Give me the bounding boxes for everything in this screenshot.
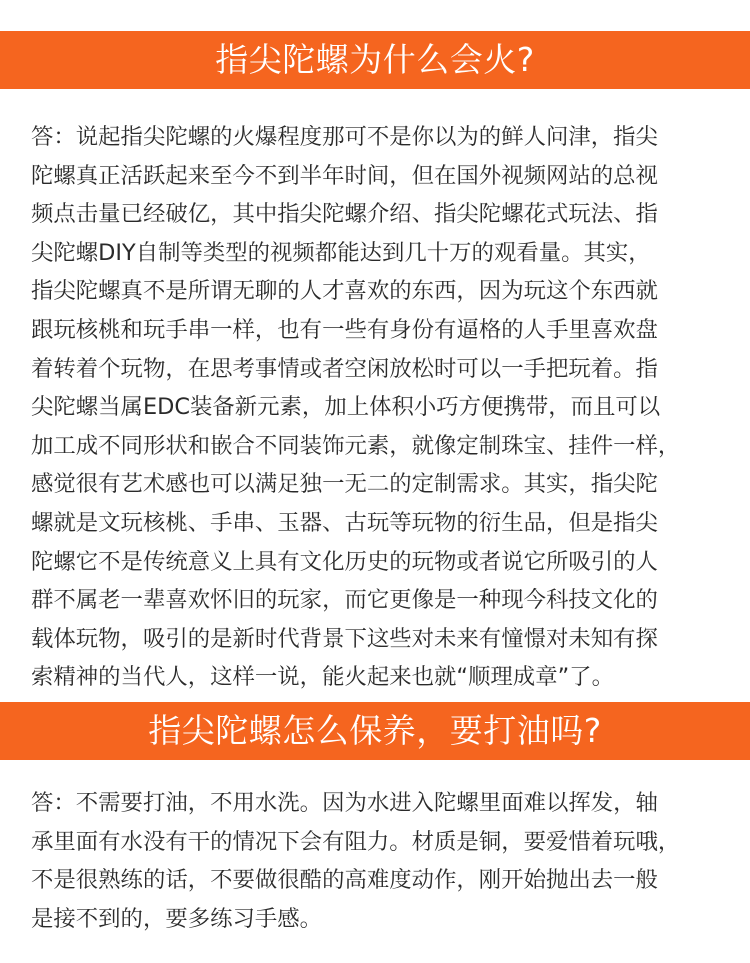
text-line: 答：不需要打油，不用水洗。因为水进入陀螺里面难以挥发，轴 [31,790,658,816]
text-line: 频点击量已经破亿，其中指尖陀螺介绍、指尖陀螺花式玩法、指 [31,201,658,228]
answer-why-popular [31,118,721,697]
text-line: 加工成不同形状和嵌合不同装饰元素，就像定制珠宝、挂件一样， [31,432,681,459]
section-heading-why-popular: 指尖陀螺为什么会火? [0,31,750,89]
text-line: 尖陀螺DIY自制等类型的视频都能达到几十万的观看量。其实， [31,239,651,266]
text-line: 着转着个玩物，在思考事情或者空闲放松时可以一手把玩着。指 [31,355,658,382]
text-line: 不是很熟练的话，不要做很酷的高难度动作，刚开始抛出去一般 [31,867,658,894]
text-line: 感觉很有艺术感也可以满足独一无二的定制需求。其实，指尖陀 [31,471,658,498]
text-line: 是接不到的，要多练习手感。 [31,905,323,932]
text-line: 跟玩核桃和玩手串一样，也有一些有身份有逼格的人手里喜欢盘 [31,316,658,343]
text-line: 载体玩物，吸引的是新时代背景下这些对未来有憧憬对未知有探 [31,625,658,652]
text-line: 索精神的当代人，这样一说，能火起来也就“顺理成章”了。 [31,664,614,691]
text-line: 陀螺它不是传统意义上具有文化历史的玩物或者说它所吸引的人 [31,548,658,575]
text-line: 陀螺真正活跃起来至今不到半年时间，但在国外视频网站的总视 [31,162,658,189]
answer-maintenance [31,784,721,938]
text-line: 承里面有水没有干的情况下会有阻力。材质是铜，要爱惜着玩哦， [31,828,681,855]
text-line: 尖陀螺当属EDC装备新元素，加上体积小巧方便携带，而且可以 [31,394,661,421]
section-heading-maintenance: 指尖陀螺怎么保养，要打油吗? [0,702,750,760]
text-line: 指尖陀螺真不是所谓无聊的人才喜欢的东西，因为玩这个东西就 [31,278,658,305]
text-line: 答：说起指尖陀螺的火爆程度那可不是你以为的鲜人问津，指尖 [31,124,658,150]
text-line: 螺就是文玩核桃、手串、玉器、古玩等玩物的衍生品，但是指尖 [31,509,658,536]
text-line: 群不属老一辈喜欢怀旧的玩家，而它更像是一种现今科技文化的 [31,587,658,614]
